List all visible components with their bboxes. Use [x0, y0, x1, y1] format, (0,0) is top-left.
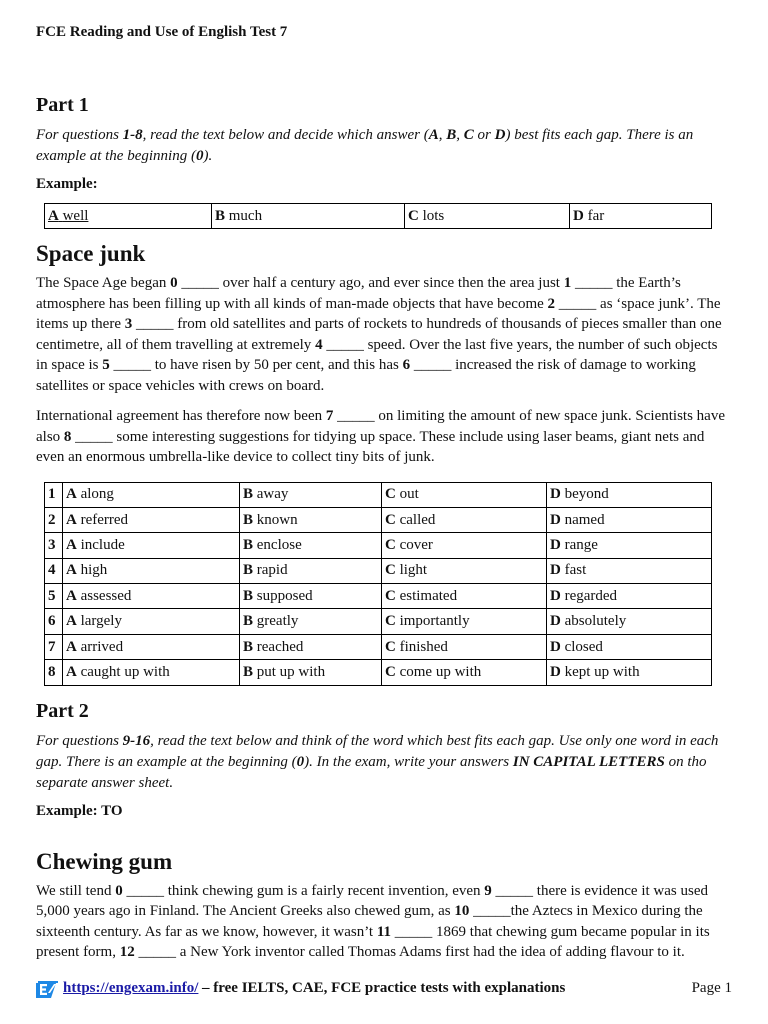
engexam-link[interactable]: https://engexam.info/	[63, 980, 199, 996]
table-row	[45, 558, 712, 583]
option-cell: C out	[382, 482, 547, 507]
document-header: FCE Reading and Use of English Test 7	[36, 24, 288, 40]
option-cell: C finished	[382, 634, 547, 659]
option-cell: A include	[63, 533, 240, 558]
question-number-cell: 1	[45, 482, 63, 507]
option-cell: B greatly	[240, 609, 382, 634]
question-number-cell: 3	[45, 533, 63, 558]
page-number: Page 1	[691, 980, 732, 996]
question-number-cell: 6	[45, 609, 63, 634]
table-row	[45, 584, 712, 609]
question-number-cell: 7	[45, 634, 63, 659]
space-junk-paragraph-2: International agreement has therefore now been 7 _____ on limiting the amount of new space junk. Scientists have also 8 _____ some interesting suggestions for tidying up space. These include using laser beams, giant nets and even an enormous umbrella-like device to collect tiny bits of junk.	[36, 408, 725, 465]
table-row	[45, 533, 712, 558]
table-row	[45, 634, 712, 659]
question-number-cell: 8	[45, 660, 63, 685]
option-cell: A largely	[63, 609, 240, 634]
table-row	[45, 507, 712, 532]
option-cell: C cover	[382, 533, 547, 558]
page	[36, 24, 730, 973]
example-table	[44, 203, 712, 229]
text-title-chewing-gum: Chewing gum	[36, 848, 173, 874]
part1-instructions: For questions 1-8, read the text below and decide which answer (A, B, C or D) best fits each gap. There is an example at the beginning (0).	[36, 127, 694, 164]
option-cell: C called	[382, 507, 547, 532]
option-cell: A arrived	[63, 634, 240, 659]
option-cell: C light	[382, 558, 547, 583]
page-footer	[36, 980, 732, 1000]
example-cell: C lots	[405, 204, 570, 229]
option-cell: C come up with	[382, 660, 547, 685]
text-title-space-junk: Space junk	[36, 241, 146, 266]
option-cell: B supposed	[240, 584, 382, 609]
footer-description: – free IELTS, CAE, FCE practice tests with explanations	[202, 980, 566, 996]
chewing-gum-paragraph: We still tend 0 _____ think chewing gum is a fairly recent invention, even 9 _____ there is evidence it was used 5,000 years ago in Finland. The Ancient Greeks also chewed gum, as 10 _____the Aztecs in Mexico during the sixteenth century. As far as we know, however, it wasn’t 11 _____ 1869 that chewing gum became popular in its present form, 12 _____ a New York inventor called Thomas Adams first had the idea of adding flavour to it.	[36, 882, 710, 961]
option-cell: D closed	[547, 634, 712, 659]
option-cell: A caught up with	[63, 660, 240, 685]
option-cell: A along	[63, 482, 240, 507]
part1-example-label: Example:	[36, 176, 98, 192]
option-cell: B away	[240, 482, 382, 507]
option-cell: D kept up with	[547, 660, 712, 685]
option-cell: D named	[547, 507, 712, 532]
option-cell: B enclose	[240, 533, 382, 558]
question-number-cell: 4	[45, 558, 63, 583]
example-cell: D far	[570, 204, 712, 229]
part2-instructions: For questions 9-16, read the text below and think of the word which best fits each gap. Use only one word in each gap. There is an example at the beginning (0). In the exam, write your answers IN CAPITAL LETTERS on tho separate answer sheet.	[36, 732, 719, 791]
table-row	[45, 609, 712, 634]
space-junk-paragraph-1: The Space Age began 0 _____ over half a century ago, and ever since then the area just 1 _____ the Earth’s atmosphere has been filling up with all kinds of man-made objects that have become 2 _____ as ‘space junk’. The items up there 3 _____ from old satellites and parts of rockets to hundreds of thousands of pieces smaller than one centimetre, all of them travelling at extremely 4 _____ speed. Over the last five years, the number of such objects in space is 5 _____ to have risen by 50 per cent, and this has 6 _____ increased the risk of damage to working satellites or space vehicles with crews on board.	[36, 275, 722, 394]
option-cell: D range	[547, 533, 712, 558]
example-cell: A well	[45, 204, 212, 229]
option-cell: B reached	[240, 634, 382, 659]
answer-options-table	[44, 482, 712, 686]
option-cell: C estimated	[382, 584, 547, 609]
table-row	[45, 660, 712, 685]
option-cell: D regarded	[547, 584, 712, 609]
option-cell: D beyond	[547, 482, 712, 507]
table-row	[45, 204, 712, 229]
option-cell: B put up with	[240, 660, 382, 685]
option-cell: A high	[63, 558, 240, 583]
question-number-cell: 5	[45, 584, 63, 609]
option-cell: C importantly	[382, 609, 547, 634]
part2-example: Example: TO	[36, 802, 123, 819]
option-cell: D absolutely	[547, 609, 712, 634]
engexam-logo-icon	[36, 981, 58, 998]
part2-heading: Part 2	[36, 699, 89, 722]
option-cell: A assessed	[63, 584, 240, 609]
option-cell: B rapid	[240, 558, 382, 583]
option-cell: A referred	[63, 507, 240, 532]
table-row	[45, 482, 712, 507]
question-number-cell: 2	[45, 507, 63, 532]
part1-heading: Part 1	[36, 94, 89, 116]
option-cell: B known	[240, 507, 382, 532]
example-cell: B much	[212, 204, 405, 229]
option-cell: D fast	[547, 558, 712, 583]
